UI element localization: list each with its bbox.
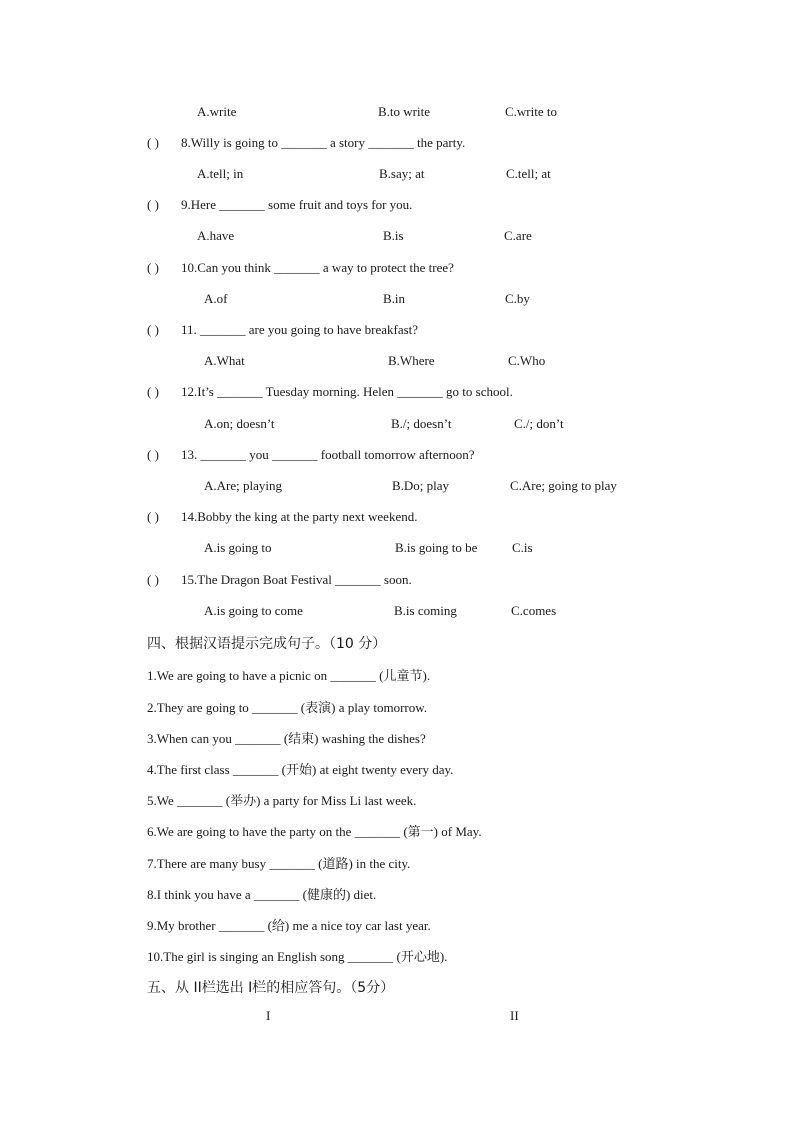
answer-paren: ( )	[147, 447, 159, 462]
option-b: B.in	[383, 291, 406, 306]
section-4-item: 2.They are going to _______ (表演) a play tomorrow.	[147, 700, 428, 715]
option-a: A.is going to come	[204, 603, 303, 618]
option-c: C.Are; going to play	[510, 478, 617, 493]
option-b: B.say; at	[379, 166, 425, 181]
option-b: B.is	[383, 228, 404, 243]
answer-paren: ( )	[147, 260, 159, 275]
question-text: 10.Can you think _______ a way to protect the tree?	[181, 260, 454, 275]
option-a: A.is going to	[204, 540, 272, 555]
option-a: A.Are; playing	[204, 478, 282, 493]
question-text: 14.Bobby the king at the party next weekend.	[181, 509, 418, 524]
section-4-item: 10.The girl is singing an English song _______ (开心地).	[147, 949, 448, 964]
option-c: C./; don’t	[514, 416, 564, 431]
question-text: 11. _______ are you going to have breakfast?	[181, 322, 419, 337]
answer-paren: ( )	[147, 572, 159, 587]
section-4-item: 5.We _______ (举办) a party for Miss Li last week.	[147, 793, 417, 808]
option-c: C.are	[504, 228, 532, 243]
section-4-item: 9.My brother _______ (给) me a nice toy car last year.	[147, 918, 431, 933]
option-a: A.have	[197, 228, 235, 243]
question-text: 9.Here _______ some fruit and toys for you.	[181, 197, 413, 212]
question-text: 12.It’s _______ Tuesday morning. Helen _______ go to school.	[181, 384, 513, 399]
section-4-item: 1.We are going to have a picnic on _______ (儿童节).	[147, 668, 431, 683]
answer-paren: ( )	[147, 322, 159, 337]
option-c: C.Who	[508, 353, 546, 368]
section-4-item: 3.When can you _______ (结束) washing the dishes?	[147, 731, 426, 746]
option-c: C.is	[512, 540, 533, 555]
section-5-title: 五、从 II栏选出 I栏的相应答句。（5分）	[147, 980, 395, 996]
question-text: 13. _______ you _______ football tomorrow afternoon?	[181, 447, 475, 462]
answer-paren: ( )	[147, 509, 159, 524]
question-text: 8.Willy is going to _______ a story _______ the party.	[181, 135, 466, 150]
option-a: A.What	[204, 353, 245, 368]
q7-option-c: C.write to	[505, 104, 557, 119]
option-c: C.by	[505, 291, 530, 306]
column-i-header: I	[266, 1008, 271, 1023]
q7-option-b: B.to write	[378, 104, 430, 119]
option-a: A.tell; in	[197, 166, 244, 181]
section-4-item: 4.The first class _______ (开始) at eight twenty every day.	[147, 762, 454, 777]
option-a: A.on; doesn’t	[204, 416, 275, 431]
answer-paren: ( )	[147, 384, 159, 399]
option-b: B.is going to be	[395, 540, 478, 555]
section-4-item: 6.We are going to have the party on the _______ (第一) of May.	[147, 824, 482, 839]
question-text: 15.The Dragon Boat Festival _______ soon.	[181, 572, 412, 587]
section-4-item: 7.There are many busy _______ (道路) in the city.	[147, 856, 411, 871]
option-a: A.of	[204, 291, 228, 306]
section-4-item: 8.I think you have a _______ (健康的) diet.	[147, 887, 377, 902]
option-b: B.is coming	[394, 603, 457, 618]
option-b: B.Where	[388, 353, 435, 368]
option-c: C.tell; at	[506, 166, 551, 181]
section-4-title: 四、根据汉语提示完成句子。（10 分）	[147, 636, 387, 652]
q7-option-a: A.write	[197, 104, 237, 119]
answer-paren: ( )	[147, 135, 159, 150]
column-ii-header: II	[510, 1008, 519, 1023]
option-c: C.comes	[511, 603, 557, 618]
option-b: B.Do; play	[392, 478, 450, 493]
option-b: B./; doesn’t	[391, 416, 452, 431]
answer-paren: ( )	[147, 197, 159, 212]
